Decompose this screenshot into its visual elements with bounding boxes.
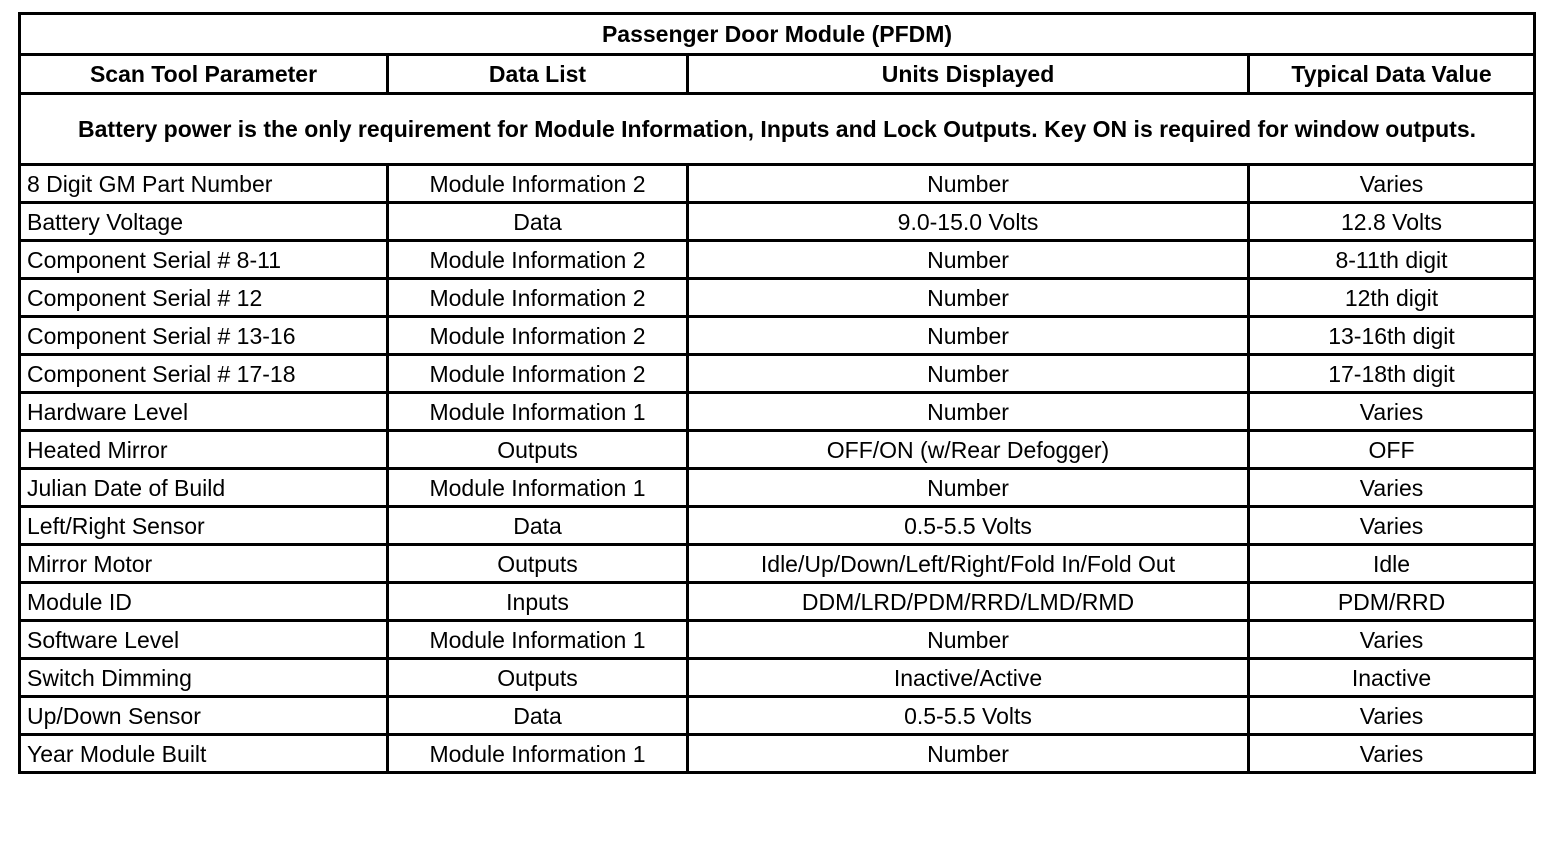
cell-scan-tool-parameter: Left/Right Sensor bbox=[20, 507, 388, 545]
cell-scan-tool-parameter: Component Serial # 13-16 bbox=[20, 317, 388, 355]
cell-scan-tool-parameter: Hardware Level bbox=[20, 393, 388, 431]
cell-data-list: Inputs bbox=[388, 583, 688, 621]
cell-data-list: Data bbox=[388, 507, 688, 545]
table-row bbox=[20, 735, 1535, 773]
cell-units-displayed: Idle/Up/Down/Left/Right/Fold In/Fold Out bbox=[688, 545, 1249, 583]
table-row bbox=[20, 469, 1535, 507]
cell-scan-tool-parameter: Component Serial # 8-11 bbox=[20, 241, 388, 279]
requirement-note-row bbox=[20, 94, 1535, 165]
cell-typical-data-value: 13-16th digit bbox=[1249, 317, 1535, 355]
cell-units-displayed: 9.0-15.0 Volts bbox=[688, 203, 1249, 241]
cell-units-displayed: DDM/LRD/PDM/RRD/LMD/RMD bbox=[688, 583, 1249, 621]
cell-typical-data-value: Varies bbox=[1249, 165, 1535, 203]
cell-typical-data-value: 17-18th digit bbox=[1249, 355, 1535, 393]
table-row bbox=[20, 317, 1535, 355]
cell-units-displayed: 0.5-5.5 Volts bbox=[688, 507, 1249, 545]
cell-scan-tool-parameter: Up/Down Sensor bbox=[20, 697, 388, 735]
table-row bbox=[20, 165, 1535, 203]
data-table bbox=[18, 12, 1536, 774]
cell-scan-tool-parameter: Component Serial # 17-18 bbox=[20, 355, 388, 393]
cell-units-displayed: 0.5-5.5 Volts bbox=[688, 697, 1249, 735]
cell-data-list: Data bbox=[388, 697, 688, 735]
cell-scan-tool-parameter: Switch Dimming bbox=[20, 659, 388, 697]
cell-scan-tool-parameter: Software Level bbox=[20, 621, 388, 659]
table-header-row bbox=[20, 55, 1535, 94]
cell-data-list: Module Information 2 bbox=[388, 241, 688, 279]
cell-units-displayed: Number bbox=[688, 241, 1249, 279]
cell-scan-tool-parameter: Battery Voltage bbox=[20, 203, 388, 241]
cell-scan-tool-parameter: Module ID bbox=[20, 583, 388, 621]
cell-data-list: Module Information 2 bbox=[388, 279, 688, 317]
table-row bbox=[20, 203, 1535, 241]
cell-units-displayed: Number bbox=[688, 735, 1249, 773]
cell-data-list: Outputs bbox=[388, 545, 688, 583]
table-body bbox=[20, 94, 1535, 773]
cell-typical-data-value: OFF bbox=[1249, 431, 1535, 469]
cell-typical-data-value: 12th digit bbox=[1249, 279, 1535, 317]
cell-units-displayed: Number bbox=[688, 355, 1249, 393]
cell-data-list: Module Information 1 bbox=[388, 393, 688, 431]
cell-typical-data-value: Varies bbox=[1249, 507, 1535, 545]
header-data-list: Data List bbox=[388, 55, 688, 94]
table-row bbox=[20, 659, 1535, 697]
table-row bbox=[20, 621, 1535, 659]
cell-units-displayed: OFF/ON (w/Rear Defogger) bbox=[688, 431, 1249, 469]
cell-data-list: Module Information 2 bbox=[388, 165, 688, 203]
table-row bbox=[20, 507, 1535, 545]
header-typical-data-value: Typical Data Value bbox=[1249, 55, 1535, 94]
cell-units-displayed: Number bbox=[688, 393, 1249, 431]
cell-data-list: Module Information 1 bbox=[388, 469, 688, 507]
cell-units-displayed: Inactive/Active bbox=[688, 659, 1249, 697]
cell-typical-data-value: Idle bbox=[1249, 545, 1535, 583]
cell-typical-data-value: Varies bbox=[1249, 697, 1535, 735]
cell-typical-data-value: Varies bbox=[1249, 621, 1535, 659]
table-row bbox=[20, 241, 1535, 279]
cell-data-list: Outputs bbox=[388, 659, 688, 697]
cell-scan-tool-parameter: Year Module Built bbox=[20, 735, 388, 773]
requirement-note: Battery power is the only requirement for Module Information, Inputs and Lock Outputs. Key ON is required for window outputs. bbox=[20, 94, 1535, 165]
cell-typical-data-value: Varies bbox=[1249, 469, 1535, 507]
cell-typical-data-value: Inactive bbox=[1249, 659, 1535, 697]
table-row bbox=[20, 279, 1535, 317]
table-row bbox=[20, 583, 1535, 621]
table-title-row bbox=[20, 14, 1535, 55]
cell-data-list: Module Information 1 bbox=[388, 621, 688, 659]
cell-units-displayed: Number bbox=[688, 317, 1249, 355]
cell-scan-tool-parameter: Component Serial # 12 bbox=[20, 279, 388, 317]
cell-typical-data-value: PDM/RRD bbox=[1249, 583, 1535, 621]
cell-scan-tool-parameter: 8 Digit GM Part Number bbox=[20, 165, 388, 203]
cell-scan-tool-parameter: Mirror Motor bbox=[20, 545, 388, 583]
cell-data-list: Module Information 2 bbox=[388, 317, 688, 355]
header-scan-tool-parameter: Scan Tool Parameter bbox=[20, 55, 388, 94]
cell-typical-data-value: 8-11th digit bbox=[1249, 241, 1535, 279]
cell-typical-data-value: Varies bbox=[1249, 735, 1535, 773]
cell-data-list: Module Information 2 bbox=[388, 355, 688, 393]
header-units-displayed: Units Displayed bbox=[688, 55, 1249, 94]
cell-units-displayed: Number bbox=[688, 621, 1249, 659]
cell-typical-data-value: Varies bbox=[1249, 393, 1535, 431]
cell-data-list: Module Information 1 bbox=[388, 735, 688, 773]
table-row bbox=[20, 355, 1535, 393]
table-row bbox=[20, 545, 1535, 583]
cell-scan-tool-parameter: Julian Date of Build bbox=[20, 469, 388, 507]
table-row bbox=[20, 697, 1535, 735]
table-title: Passenger Door Module (PFDM) bbox=[20, 14, 1535, 55]
cell-data-list: Data bbox=[388, 203, 688, 241]
cell-typical-data-value: 12.8 Volts bbox=[1249, 203, 1535, 241]
cell-units-displayed: Number bbox=[688, 165, 1249, 203]
cell-units-displayed: Number bbox=[688, 279, 1249, 317]
cell-data-list: Outputs bbox=[388, 431, 688, 469]
cell-scan-tool-parameter: Heated Mirror bbox=[20, 431, 388, 469]
cell-units-displayed: Number bbox=[688, 469, 1249, 507]
table-row bbox=[20, 393, 1535, 431]
table-row bbox=[20, 431, 1535, 469]
